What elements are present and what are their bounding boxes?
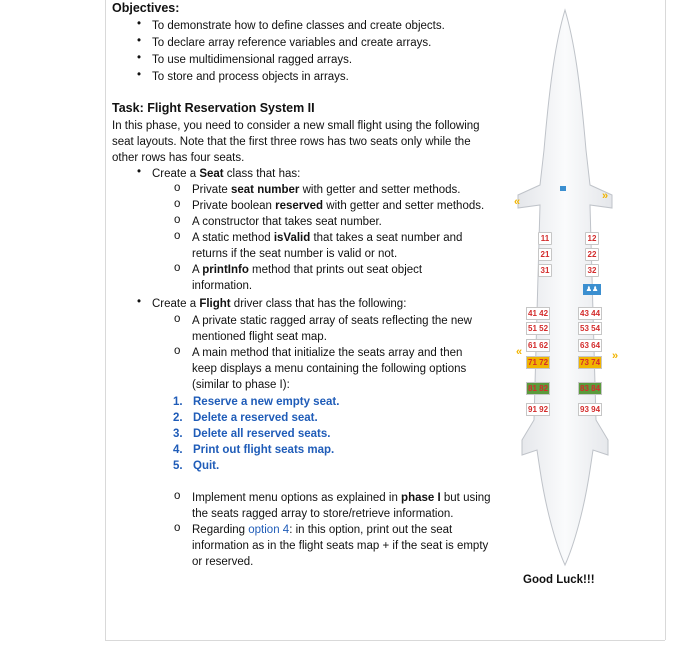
seat-class-post: class that has: (223, 168, 301, 180)
seat-pair-right: 53 54 (580, 324, 601, 333)
seat-pair-right: 83 84 (580, 384, 601, 393)
note-2-line-2: information as in the flight seats map + if the seat is empty (192, 540, 489, 552)
circle-bullet: o (174, 262, 181, 274)
flight-class-item: (similar to phase I): (192, 379, 290, 391)
menu-option-label: Print out flight seats map. (193, 444, 335, 456)
note-2-option: option 4 (248, 524, 290, 536)
seat-pair-left: 61 62 (528, 341, 549, 350)
menu-option-number: 3. (173, 428, 183, 440)
seat-box: 12 (585, 232, 599, 245)
item-text-pre: Private boolean (192, 200, 276, 212)
seat-pair-left: 81 82 (528, 384, 549, 393)
circle-bullet: o (174, 522, 181, 534)
objective-item: To demonstrate how to define classes and create objects. (152, 20, 445, 32)
seat-pair-left: 41 42 (528, 309, 549, 318)
item-text-pre: returns if the seat number is valid or not. (192, 248, 398, 260)
seat-pair-right: 73 74 (580, 358, 601, 367)
item-text-bold: printInfo (202, 264, 249, 276)
item-text-post: that takes a seat number and (310, 232, 463, 244)
circle-bullet: o (174, 345, 181, 357)
seat-class-item (192, 198, 484, 214)
task-intro-3: other rows has four seats. (112, 152, 245, 164)
note-1-line-2: the seats ragged array to store/retrieve information. (192, 508, 454, 520)
item-text-pre: A (192, 264, 203, 276)
item-text-post: with getter and setter methods. (323, 200, 485, 212)
objective-item: To store and process objects in arrays. (152, 71, 349, 83)
menu-option-label: Delete a reserved seat. (193, 412, 318, 424)
note-1-bold: phase I (401, 492, 441, 504)
flight-seat-map (508, 0, 623, 570)
circle-bullet: o (174, 230, 181, 242)
seat-box: 31 (538, 264, 552, 277)
menu-option-label: Quit. (193, 460, 220, 472)
seat-class-item (192, 278, 252, 294)
item-text-bold: seat number (231, 184, 300, 196)
seat-class-line (152, 166, 300, 182)
note-2-post: : in this option, print out the seat (289, 524, 453, 536)
seat-pair-right: 63 64 (580, 341, 601, 350)
exit-arrow-left-top-icon: « (514, 196, 521, 208)
restroom-icon: ♟♟ (583, 284, 601, 295)
bullet-dot: • (137, 52, 142, 64)
menu-option-number: 1. (173, 396, 183, 408)
item-text-pre: A static method (192, 232, 274, 244)
menu-option-number: 5. (173, 460, 183, 472)
bullet-dot: • (137, 35, 142, 47)
seat-class-pre: Create a (152, 168, 200, 180)
item-text-pre: Private (192, 184, 231, 196)
task-heading: Task: Flight Reservation System II (112, 101, 315, 115)
note-1-post: but using (440, 492, 491, 504)
item-text-pre: information. (192, 280, 253, 292)
circle-bullet: o (174, 198, 181, 210)
bottom-border (105, 640, 665, 641)
note-1-pre: Implement menu options as explained in (192, 492, 402, 504)
flight-class-line (152, 296, 406, 312)
seat-pair-left: 51 52 (528, 324, 549, 333)
seat-pair-left: 91 92 (528, 405, 549, 414)
flight-class-item: keep displays a menu containing the following options (192, 363, 467, 375)
item-text-bold: isValid (273, 232, 311, 244)
seat-box: 22 (585, 248, 599, 261)
item-text-post: method that prints out seat object (248, 264, 423, 276)
circle-bullet: o (174, 214, 181, 226)
flight-class-item: mentioned flight seat map. (192, 331, 327, 343)
seat-pair-right: 93 94 (580, 405, 601, 414)
seat-class-item (192, 246, 397, 262)
exit-arrow-right-top-icon: » (602, 190, 609, 202)
exit-arrow-left-mid-icon: « (516, 346, 523, 358)
flight-class-item: A private static ragged array of seats reflecting the new (192, 315, 472, 327)
seat-pair-left: 71 72 (528, 358, 549, 367)
bullet-dot: • (137, 18, 142, 30)
left-border (105, 0, 106, 640)
flight-class-item: A main method that initialize the seats array and then (192, 347, 463, 359)
item-text-post: with getter and setter methods. (299, 184, 461, 196)
seat-box: 32 (585, 264, 599, 277)
objective-item: To declare array reference variables and create arrays. (152, 37, 432, 49)
seat-class-item (192, 214, 382, 230)
note-2-line-3: or reserved. (192, 556, 254, 568)
item-text-pre: A constructor that takes seat number. (192, 216, 382, 228)
menu-option-label: Delete all reserved seats. (193, 428, 331, 440)
seat-class-item (192, 182, 460, 198)
objectives-heading: Objectives: (112, 1, 180, 15)
plane-outline-icon (508, 0, 623, 570)
seat-box: 11 (538, 232, 552, 245)
item-text-bold: reserved (275, 200, 324, 212)
objective-item: To use multidimensional ragged arrays. (152, 54, 353, 66)
good-luck-text: Good Luck!!! (523, 574, 595, 586)
note-1-line-1 (192, 490, 491, 506)
seat-pair-right: 43 44 (580, 309, 601, 318)
circle-bullet: o (174, 182, 181, 194)
seat-class-bold: Seat (199, 168, 224, 180)
circle-bullet: o (174, 313, 181, 325)
task-intro-1: In this phase, you need to consider a new small flight using the following (112, 120, 480, 132)
flight-class-post: driver class that has the following: (230, 298, 407, 310)
task-intro-2: seat layouts. Note that the first three rows has two seats only while the (112, 136, 471, 148)
menu-option-label: Reserve a new empty seat. (193, 396, 340, 408)
flight-class-pre: Create a (152, 298, 200, 310)
bullet-dot: • (137, 296, 142, 308)
right-border (665, 0, 666, 640)
menu-option-number: 4. (173, 444, 183, 456)
menu-option-number: 2. (173, 412, 183, 424)
note-2-line-1 (192, 522, 452, 538)
exit-arrow-right-mid-icon: » (612, 350, 619, 362)
bullet-dot: • (137, 69, 142, 81)
flight-class-bold: Flight (199, 298, 231, 310)
seat-class-item (192, 230, 462, 246)
note-2-pre: Regarding (192, 524, 249, 536)
circle-bullet: o (174, 490, 181, 502)
seat-class-item (192, 262, 422, 278)
seat-box: 21 (538, 248, 552, 261)
bullet-dot: • (137, 166, 142, 178)
